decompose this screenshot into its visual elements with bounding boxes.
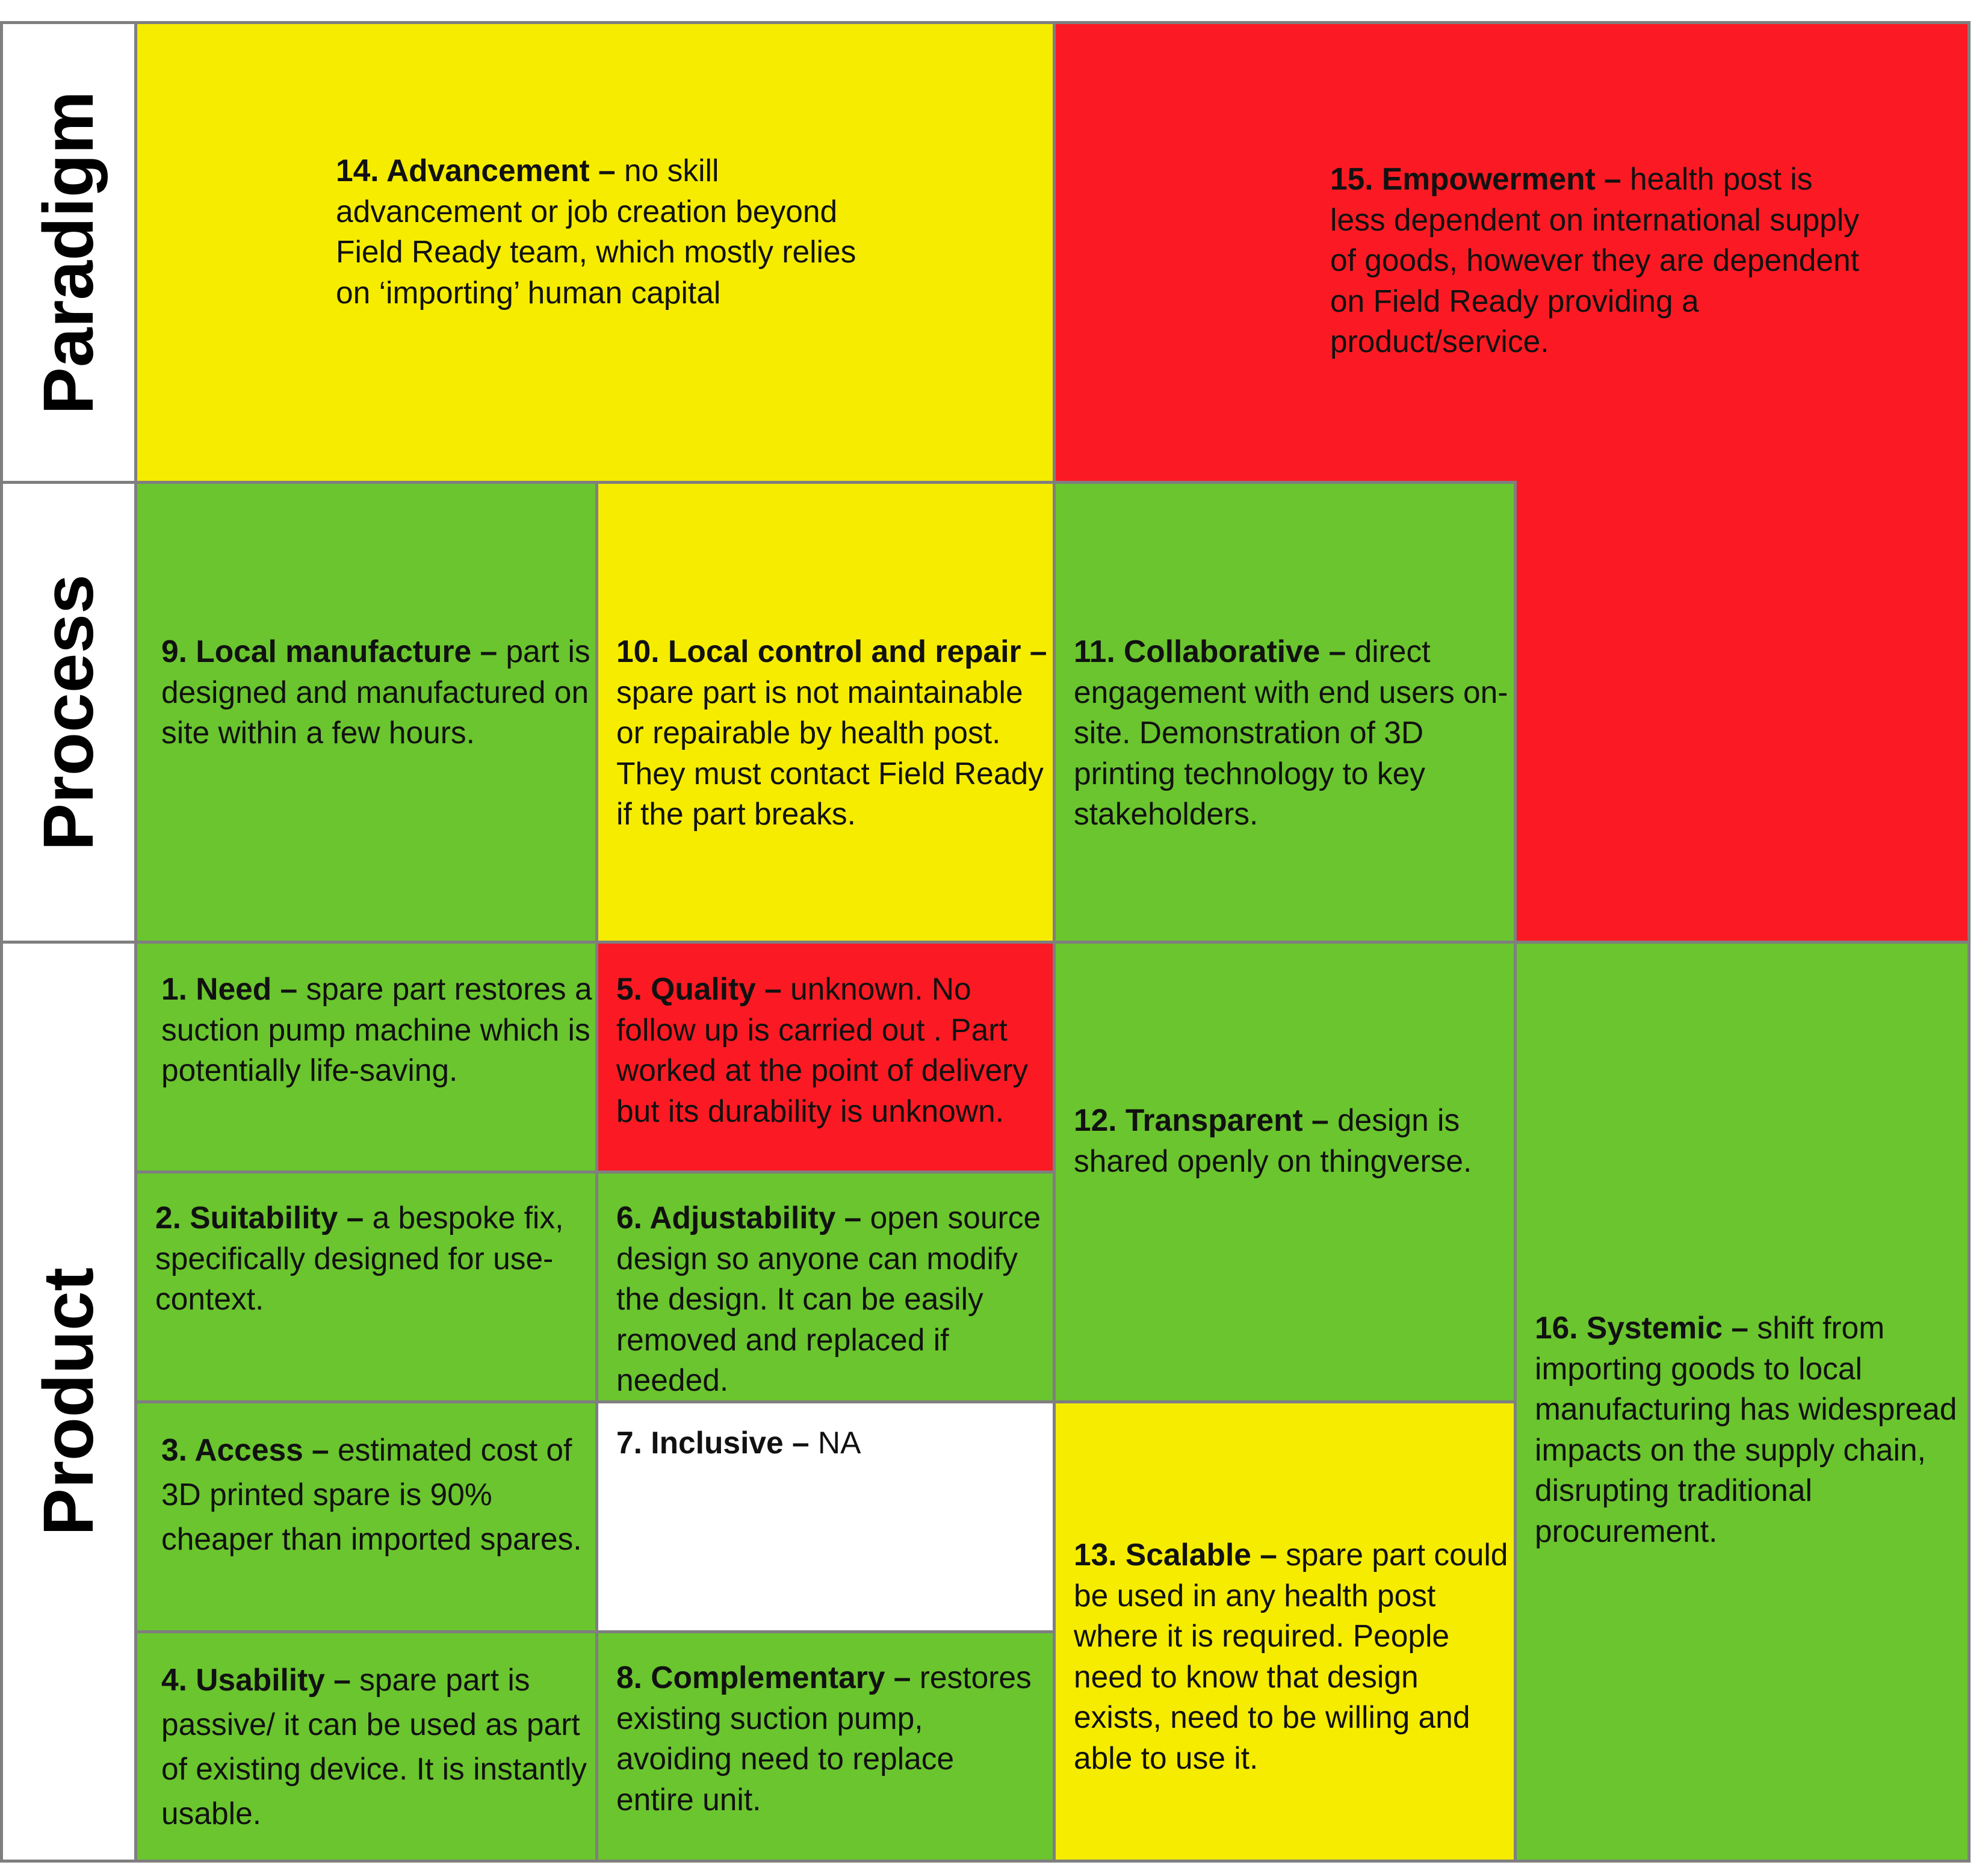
cell-6-adjustability	[595, 1170, 1056, 1403]
process-label: Process	[29, 574, 108, 851]
cell-11-collaborative	[1053, 481, 1517, 944]
cell-10-local-control	[595, 481, 1056, 944]
cell-3-access	[134, 1400, 598, 1633]
cell-16-text: 16. Systemic – shift from importing goods to local manufacturing has widespread impacts on the supply chain, disrupting traditional procurement.	[1535, 1310, 1957, 1548]
cell-13-text: 13. Scalable – spare part could be used in any health post where it is required. People need to know that design exists, need to be willing and able to use it.	[1074, 1537, 1508, 1775]
cell-15-empowerment-side	[1514, 481, 1971, 944]
cell-7-text: 7. Inclusive – NA	[616, 1425, 861, 1460]
cell-14-advancement	[134, 21, 1056, 484]
cell-4-usability	[134, 1630, 598, 1863]
cell-6-text: 6. Adjustability – open source design so anyone can modify the design. It can be easily removed and replaced if needed.	[616, 1200, 1041, 1397]
cell-2-suitability	[134, 1170, 598, 1403]
cell-10-text: 10. Local control and repair – spare part is not maintainable or repairable by health post. They must contact Field Ready if the part breaks.	[616, 634, 1047, 831]
cell-8-text: 8. Complementary – restores existing suction pump, avoiding need to replace entire unit.	[616, 1660, 1032, 1817]
cell-12-transparent	[1053, 941, 1517, 1403]
cell-8-complementary	[595, 1630, 1056, 1863]
cell-2-text: 2. Suitability – a bespoke fix, specifically designed for use-context.	[155, 1200, 564, 1316]
paradigm-label: Paradigm	[29, 90, 108, 415]
cell-11-text: 11. Collaborative – direct engagement with end users on-site. Demonstration of 3D printing technology to key stakeholders.	[1074, 634, 1508, 831]
cell-5-text: 5. Quality – unknown. No follow up is carried out . Part worked at the point of delivery but its durability is unknown.	[616, 971, 1029, 1128]
cell-1-need	[134, 941, 598, 1174]
row-label-paradigm	[0, 21, 137, 484]
cell-5-quality	[595, 941, 1056, 1174]
cell-16-systemic	[1514, 941, 1971, 1863]
cell-9-local-manufacture	[134, 481, 598, 944]
cell-1-text: 1. Need – spare part restores a suction pump machine which is potentially life-saving.	[161, 971, 592, 1087]
row-label-process	[0, 481, 137, 944]
row-label-product	[0, 941, 137, 1863]
cell-14-text: 14. Advancement – no skill advancement or job creation beyond Field Ready team, which mostly relies on ‘importing’ human capital	[336, 153, 856, 310]
cell-7-inclusive	[595, 1400, 1056, 1633]
cell-9-text: 9. Local manufacture – part is designed and manufactured on site within a few hours.	[161, 634, 590, 750]
cell-13-scalable	[1053, 1400, 1517, 1863]
cell-15-text: 15. Empowerment – health post is less dependent on international supply of goods, however they are dependent on Field Ready providing a product/service.	[1330, 161, 1859, 359]
cell-3-text: 3. Access – estimated cost of 3D printed spare is 90% cheaper than imported spares.	[161, 1432, 582, 1556]
cell-12-text: 12. Transparent – design is shared openly on thingverse.	[1074, 1102, 1472, 1178]
product-label: Product	[29, 1267, 108, 1536]
cell-4-text: 4. Usability – spare part is passive/ it can be used as part of existing device. It is instantly usable.	[161, 1662, 587, 1831]
